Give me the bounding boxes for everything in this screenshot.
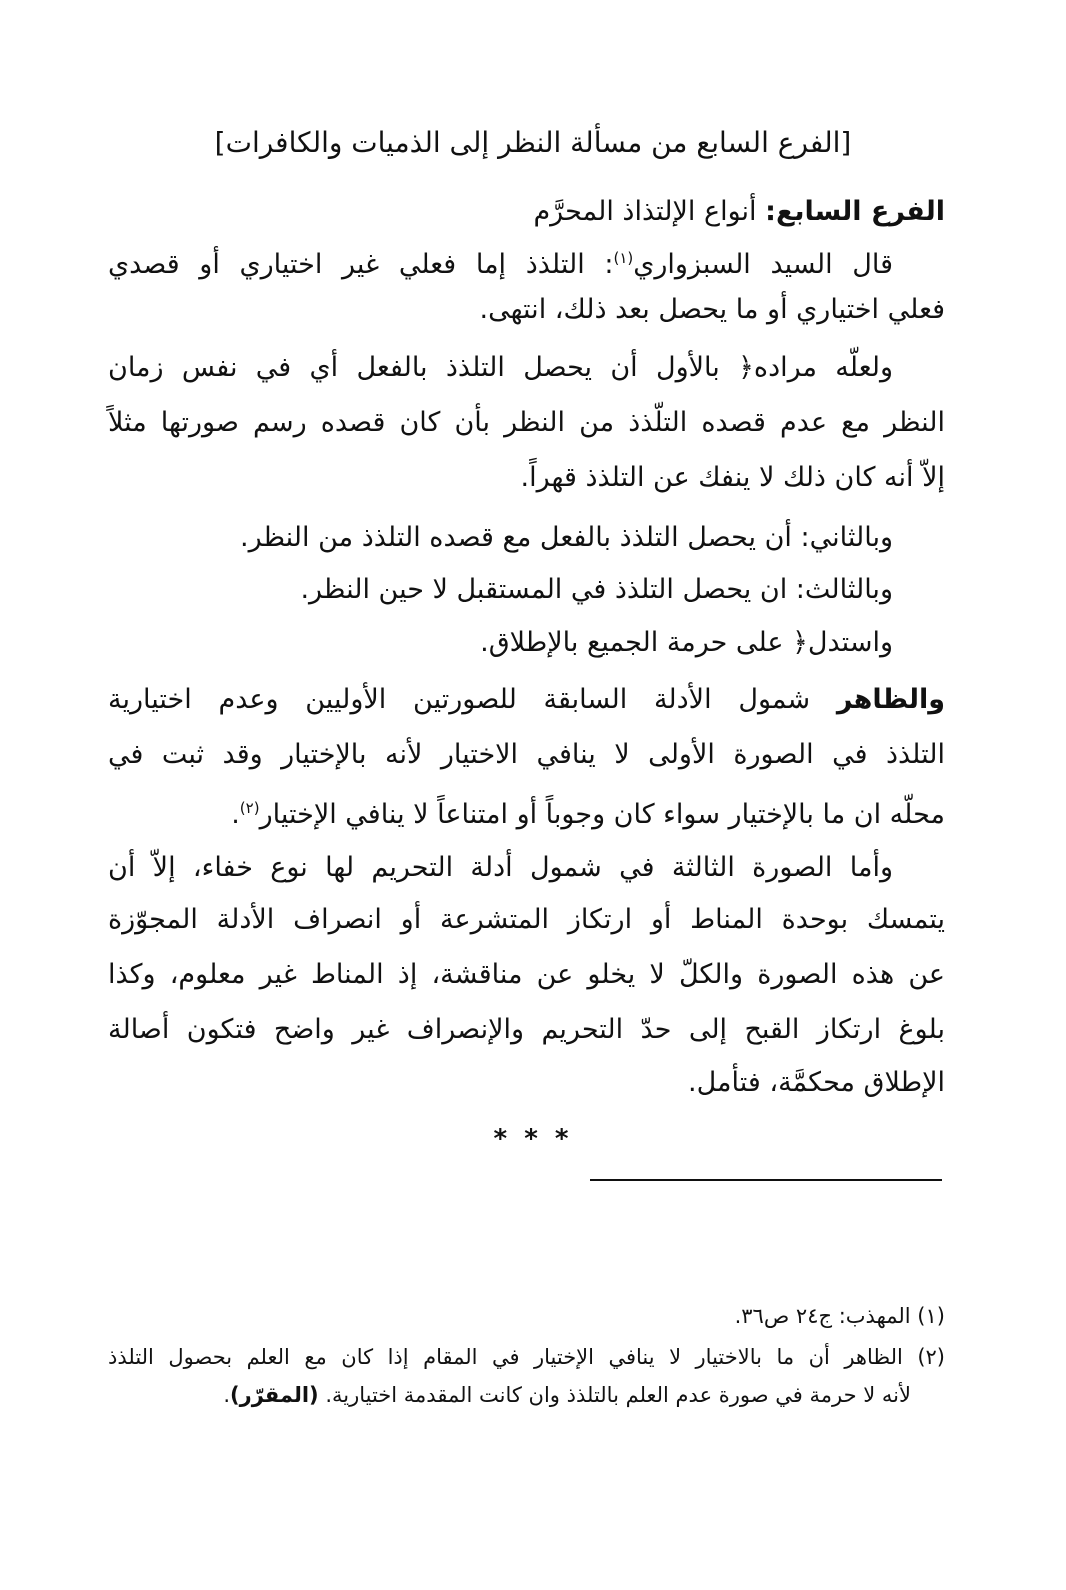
footnote-separator [590,1179,942,1181]
bold-term: (المقرّر) [230,1383,319,1407]
subheading [108,192,945,232]
footnote-2-cont [108,1379,945,1411]
footnote-1: (١) المهذب: ج٢٤ ص٣٦. [734,1304,945,1328]
section-title: [الفرع السابع من مسألة النظر إلى الذميات والكافرات] [214,126,852,159]
paragraph-line: ولعلّه مراده﴿ بالأول أن يحصل التلذذ بالفعل أي في نفس زمان [108,352,893,383]
subheading-bold: الفرع السابع: [765,196,945,227]
text: . [223,1383,231,1407]
paragraph-line: وبالثالث: ان يحصل التلذذ في المستقبل لا حين النظر. [300,574,893,605]
section-divider-stars: * * * [493,1124,573,1154]
paragraph-line: الإطلاق محكمَّة، فتأمل. [688,1067,945,1098]
paragraph-line: فعلي اختياري أو ما يحصل بعد ذلك، انتهى. [479,294,945,325]
paragraph-line [108,680,945,720]
paragraph-line: التلذذ في الصورة الأولى لا ينافي الاختيار لأنه بالإختيار وقد ثبت في [108,739,945,770]
paragraph-line: وبالثاني: أن يحصل التلذذ بالفعل مع قصده التلذذ من النظر. [240,522,893,553]
paragraph-line: إلاّ أنه كان ذلك لا ينفك عن التلذذ قهراً. [520,462,945,493]
paragraph-line: وأما الصورة الثالثة في شمول أدلة التحريم لها نوع خفاء، إلاّ أن [108,852,893,883]
paragraph-line: واستدل﴿ على حرمة الجميع بالإطلاق. [480,627,893,658]
paragraph-line: محلّه ان ما بالإختيار سواء كان وجوباً أو امتناعاً لا ينافي الإختيار$^{(٢)}$. [231,799,945,830]
paragraph-line [108,238,945,285]
bold-term: والظاهر [836,684,945,715]
footnote-ref: (١) [613,249,634,267]
text: محلّه ان ما بالإختيار سواء كان وجوباً أو امتناعاً لا ينافي الإختيار [259,799,945,830]
paragraph-line: بلوغ ارتكاز القبح إلى حدّ التحريم والإنصراف غير واضح فتكون أصالة [108,1014,945,1045]
footnote-2: (٢) الظاهر أن ما بالاختيار لا ينافي الإختيار في المقام إذا كان مع العلم بحصول التلذذ [108,1345,945,1369]
subheading-text: أنواع الإلتذاذ المحرَّم [533,196,766,227]
footnote-ref: (٢) [239,799,260,817]
paragraph-line: النظر مع عدم قصده التلّذذ من النظر بأن كان قصده رسم صورتها مثلاً [108,407,945,438]
text: قال السيد السبزواري [633,249,893,280]
text: : التلذذ إما فعلي غير اختياري أو قصدي [108,249,614,280]
text: لأنه لا حرمة في صورة عدم العلم بالتلذذ وان كانت المقدمة اختيارية. [318,1383,911,1407]
paragraph-line: يتمسك بوحدة المناط أو ارتكاز المتشرعة أو انصراف الأدلة المجوّزة [108,904,945,935]
text: شمول الأدلة السابقة للصورتين الأوليين وعدم اختيارية [108,684,837,715]
paragraph-line: عن هذه الصورة والكلّ لا يخلو عن مناقشة، إذ المناط غير معلوم، وكذا [108,959,945,990]
